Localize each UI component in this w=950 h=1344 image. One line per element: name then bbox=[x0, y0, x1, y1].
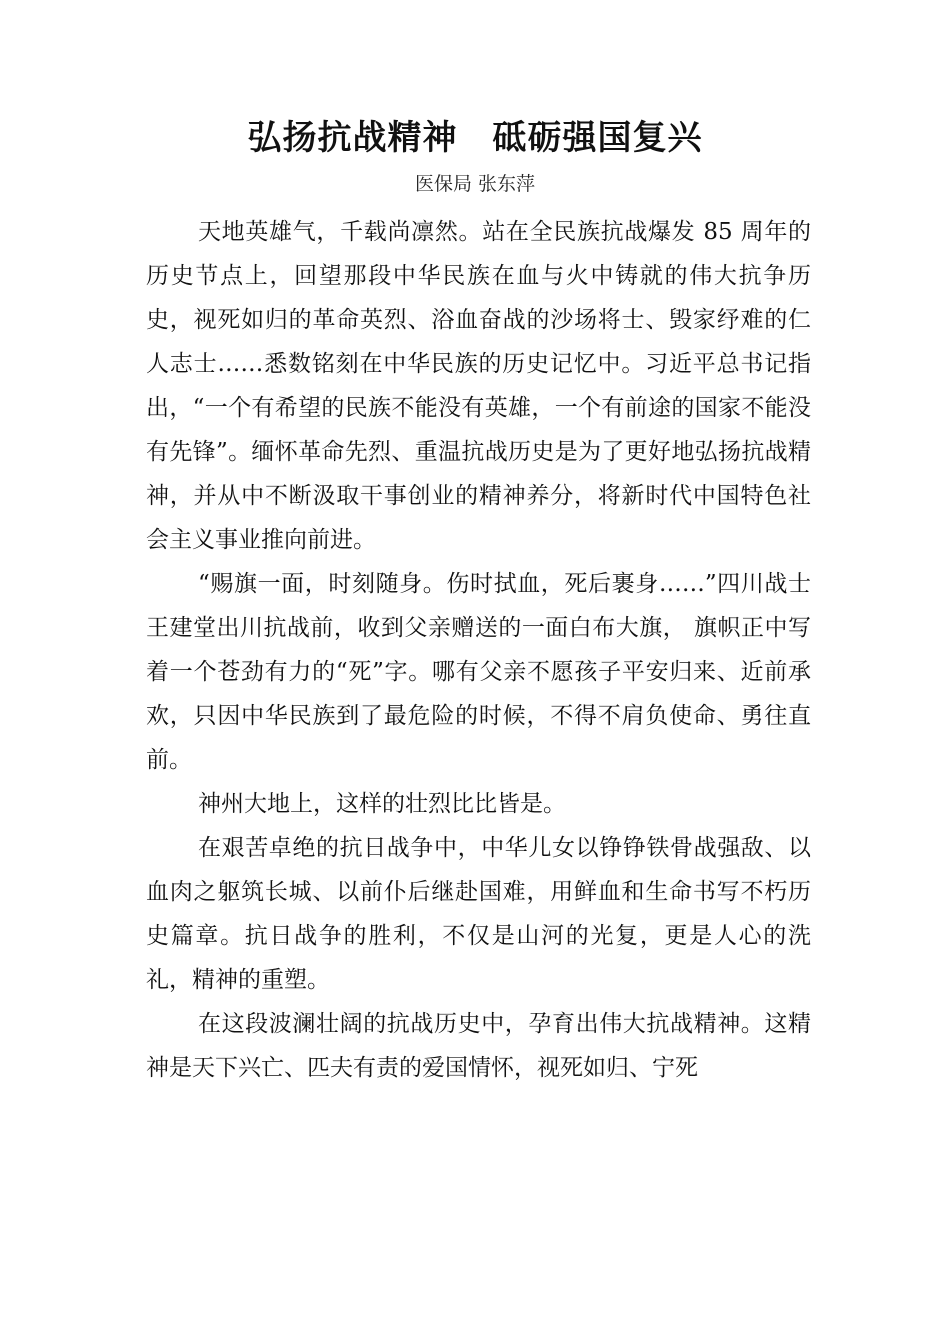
paragraph: 天地英雄气，千载尚凛然。站在全民族抗战爆发 85 周年的历史节点上，回望那段中华民族在血与火中铸就的伟大抗争历史，视死如归的革命英烈、浴血奋战的沙场将士、毁家纾难的仁人志士……悉数铭刻在中华民族的历史记忆中。习近平总书记指出，“一个有希望的民族不能没有英雄，一个有前途的国家不能没有先锋”。缅怀革命先烈、重温抗战历史是为了更好地弘扬抗战精神，并从中不断汲取干事创业的精神养分，将新时代中国特色社会主义事业推向前进。 bbox=[146, 219, 811, 553]
paragraph: 神州大地上，这样的壮烈比比皆是。 bbox=[198, 791, 566, 817]
article-body bbox=[146, 210, 811, 1090]
paragraph: 在这段波澜壮阔的抗战历史中，孕育出伟大抗战精神。这精神是天下兴亡、匹夫有责的爱国情怀，视死如归、宁死 bbox=[146, 1011, 811, 1081]
paragraph: “赐旗一面，时刻随身。伤时拭血，死后裹身……”四川战士王建堂出川抗战前，收到父亲赠送的一面白布大旗， 旗帜正中写着一个苍劲有力的“死”字。哪有父亲不愿孩子平安归来、近前承欢，只因中华民族到了最危险的时候，不得不肩负使命、勇往直前。 bbox=[146, 571, 811, 773]
article-title: 弘扬抗战精神 砥砺强国复兴 bbox=[247, 118, 703, 158]
article-author: 医保局 张东萍 bbox=[414, 173, 536, 195]
paragraph: 在艰苦卓绝的抗日战争中，中华儿女以铮铮铁骨战强敌、以血肉之躯筑长城、以前仆后继赴国难，用鲜血和生命书写不朽历史篇章。抗日战争的胜利，不仅是山河的光复，更是人心的洗礼，精神的重塑。 bbox=[146, 835, 811, 993]
